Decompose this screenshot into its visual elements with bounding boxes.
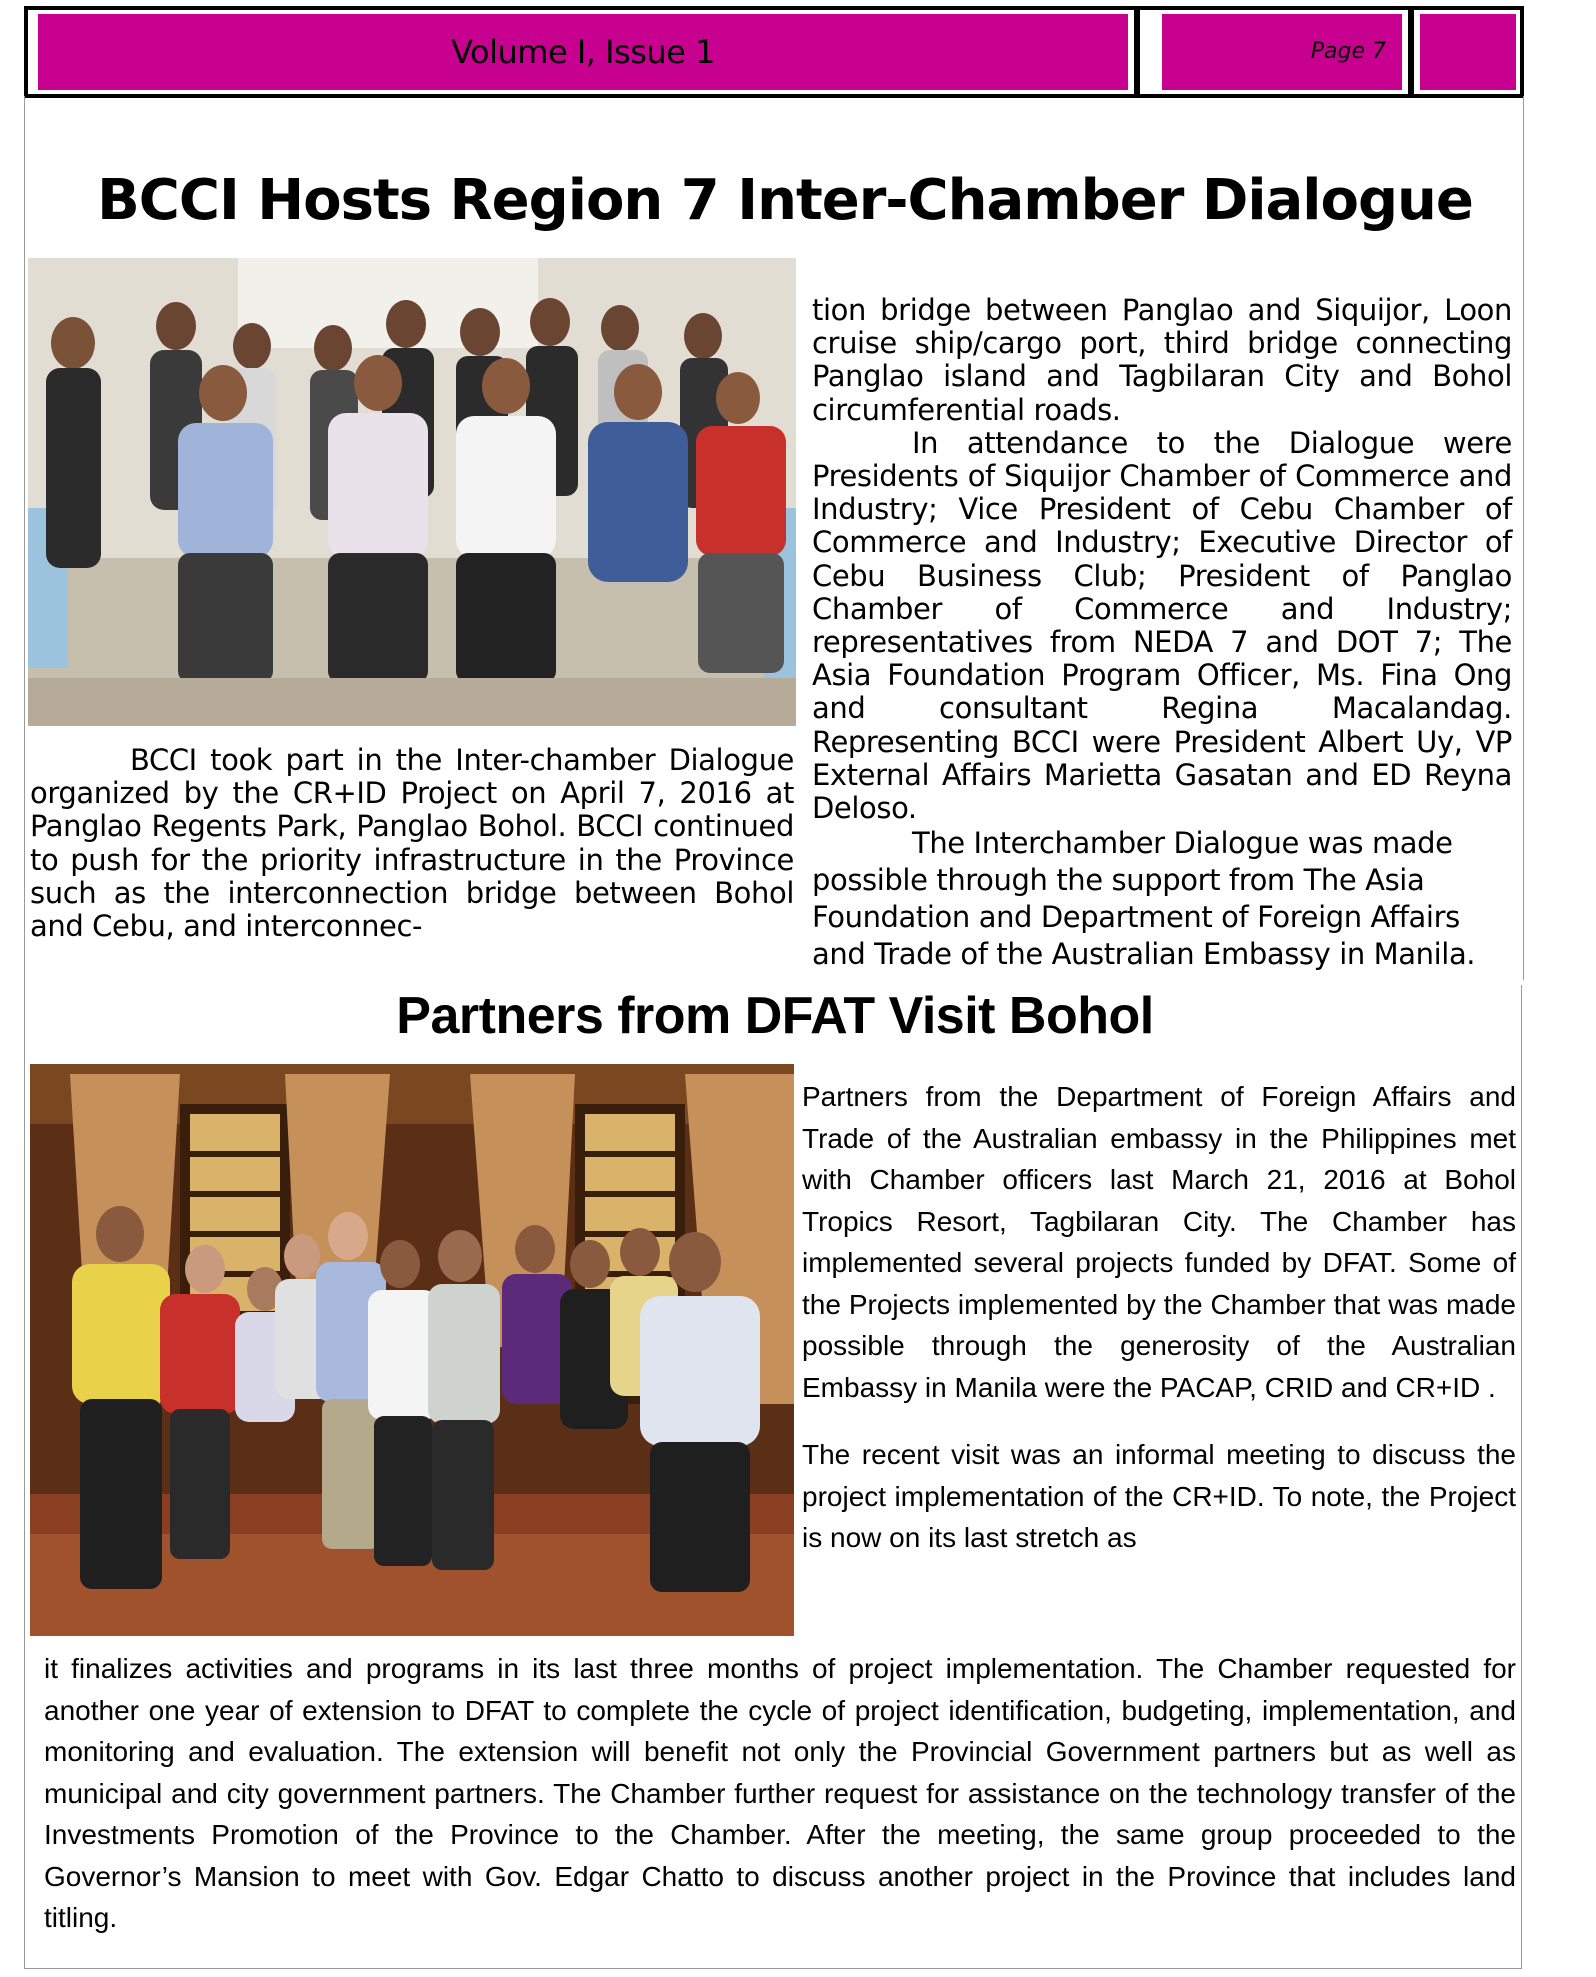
page-border-bottom (24, 1968, 1522, 1969)
article-paragraph: it finalizes activities and programs in its last three months of project implementation. The Chamber requested for another one year of extension to DFAT to complete the cycle of project identification, budgeting, implementation, and monitoring and evaluation. The extension will benefit not only the Provincial Government partners but as well as municipal and city government partners. The Chamber further request for assistance on the technology transfer of the Investments Promotion of the Province to the Chamber. After the meeting, the same group proceeded to the Governor’s Mansion to meet with Gov. Edgar Chatto to discuss another project in the Province that includes land titling. (44, 1653, 1516, 1933)
group-photo (30, 1064, 794, 1636)
issue-title: Volume I, Issue 1 (451, 33, 715, 71)
article-body-left (30, 744, 794, 943)
page-number: Page 7 (1310, 39, 1386, 64)
article-paragraph: tion bridge between Panglao and Siquijor, Loon cruise ship/cargo port, third bridge connecting Panglao island and Tagbilaran City and Bohol circumferential roads. (812, 293, 1512, 427)
article-body-right (812, 294, 1512, 973)
article-body-right (802, 1076, 1516, 1559)
page-border-right (1521, 985, 1522, 1968)
article-paragraph: In attendance to the Dialogue were Presidents of Siquijor Chamber of Commerce and Industry; Vice President of Cebu Chamber of Commerce and Industry; Executive Director of Cebu Business Club; President of Panglao Chamber of Commerce and Industry; representatives from NEDA 7 and DOT 7; The Asia Foundation Program Officer, Ms. Fina Ong and consultant Regina Macalandag. Representing BCCI were President Albert Uy, VP External Affairs Marietta Gasatan and ED Reyna Deloso. (812, 425, 1512, 826)
article-paragraph: Partners from the Department of Foreign Affairs and Trade of the Australian embassy in the Philippines met with Chamber officers last March 21, 2016 at Bohol Tropics Resort, Tagbilaran City. The Chamber has implemented several projects funded by DFAT. Some of the Projects implemented by the Chamber that was made possible through the generosity of the Australian Embassy in Manila were the PACAP, CRID and CR+ID . (802, 1081, 1516, 1403)
header-divider (1408, 10, 1414, 94)
page-border-left (24, 96, 25, 1968)
article-paragraph: The recent visit was an informal meeting to discuss the project implementation of the CR+ID. To note, the Project is now on its last stretch as (802, 1439, 1516, 1553)
header-divider (1134, 10, 1140, 94)
header-end-bar (1420, 14, 1516, 90)
article-headline: BCCI Hosts Region 7 Inter-Chamber Dialogue (97, 168, 1473, 233)
paragraph-gap (802, 1408, 1516, 1434)
group-photo (28, 258, 796, 726)
article-body-full (44, 1648, 1516, 1939)
article-headline: Partners from DFAT Visit Bohol (396, 987, 1154, 1045)
article-paragraph: The Interchamber Dialogue was made possible through the support from The Asia Foundation and Department of Foreign Affairs and Trade of the Australian Embassy in Manila. (812, 826, 1476, 972)
article-paragraph: BCCI took part in the Inter-chamber Dialogue organized by the CR+ID Project on April 7, 2016 at Panglao Regents Park, Panglao Bohol. BCCI continued to push for the priority infrastructure in the Province such as the interconnection bridge between Bohol and Cebu, and interconnec- (30, 743, 794, 944)
